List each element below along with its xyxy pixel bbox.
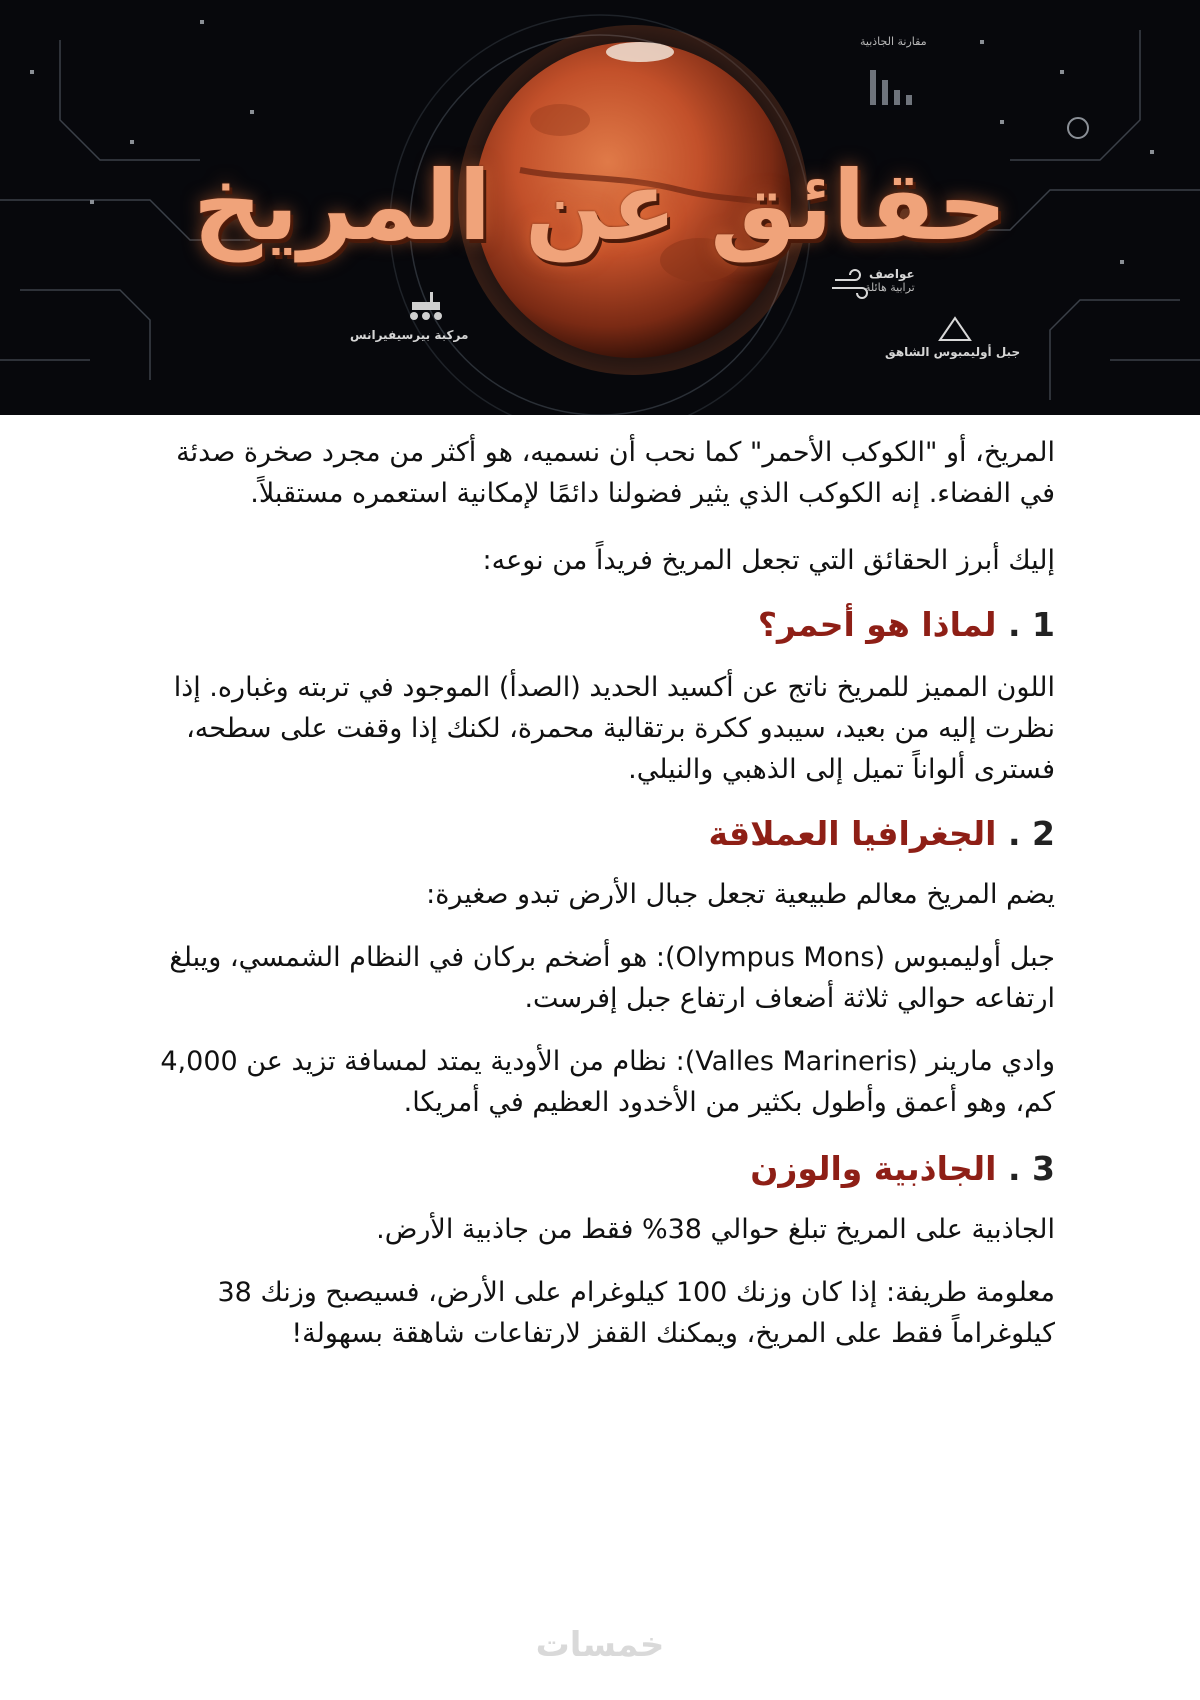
section-heading-2: 2 . الجغرافيا العملاقة [708, 814, 1055, 853]
section-1-paragraph: اللون المميز للمريخ ناتج عن أكسيد الحديد (الصدأ) الموجود في تربته وغباره. إذا نظرت إليه من بعيد، سيبدو ككرة برتقالية محمرة، لكنك إذا وقفت على سطحه، فسترى ألواناً تميل إلى الذهبي والنيلي. [173, 672, 1055, 785]
section-3-paragraph-1: الجاذبية على المريخ تبلغ حوالي 38% فقط من جاذبية الأرض. [376, 1214, 1055, 1245]
mountain-icon [940, 318, 970, 340]
section-2-paragraph-2: جبل أوليمبوس (Olympus Mons): هو أضخم بركان في النظام الشمسي، ويبلغ ارتفاعه حوالي ثلاثة أضعاف ارتفاع جبل إفرست. [169, 942, 1055, 1014]
section-2-paragraph-3: وادي مارينر (Valles Marineris): نظام من الأودية يمتد لمسافة تزيد عن 4,000 كم، وهو أعمق وأطول بكثير من الأخدود العظيم في أمريكا. [160, 1046, 1055, 1118]
section-3-paragraph-2: معلومة طريفة: إذا كان وزنك 100 كيلوغرام على الأرض، فسيصبح وزنك 38 كيلوغراماً فقط على المريخ، ويمكنك القفز لارتفاعات شاهقة بسهولة! [217, 1277, 1055, 1349]
hud-label-gravity: مقارنة الجاذبية [860, 35, 927, 48]
banner-title: حقائق عن المريخ [193, 150, 1007, 262]
section-2-paragraph-1: يضم المريخ معالم طبيعية تجعل جبال الأرض تبدو صغيرة: [426, 879, 1055, 910]
hud-ring-icon [1068, 118, 1088, 138]
section-heading-1: 1 . لماذا هو أحمر؟ [757, 605, 1055, 644]
hero-banner [0, 0, 1200, 415]
hud-mini-chart [870, 70, 912, 105]
hud-label-rover: مركبة بيرسيفيرانس [350, 328, 469, 342]
wind-icon [832, 270, 867, 298]
lead-paragraph: إليك أبرز الحقائق التي تجعل المريخ فريداً من نوعه: [482, 545, 1055, 576]
intro-paragraph: المريخ، أو "الكوكب الأحمر" كما نحب أن نسميه، هو أكثر من مجرد صخرة صدئة في الفضاء. إنه الكوكب الذي يثير فضولنا دائمًا لإمكانية استعمره مستقبلاً. [176, 437, 1055, 509]
rover-icon [410, 292, 442, 320]
hud-label-storms: عواصف ترابية هائلة [865, 267, 915, 294]
article-body [160, 432, 1055, 1354]
watermark: خمسات [535, 1625, 665, 1665]
hud-label-olympus: جبل أوليمبوس الشاهق [885, 345, 1021, 359]
section-heading-3: 3 . الجاذبية والوزن [750, 1149, 1055, 1188]
